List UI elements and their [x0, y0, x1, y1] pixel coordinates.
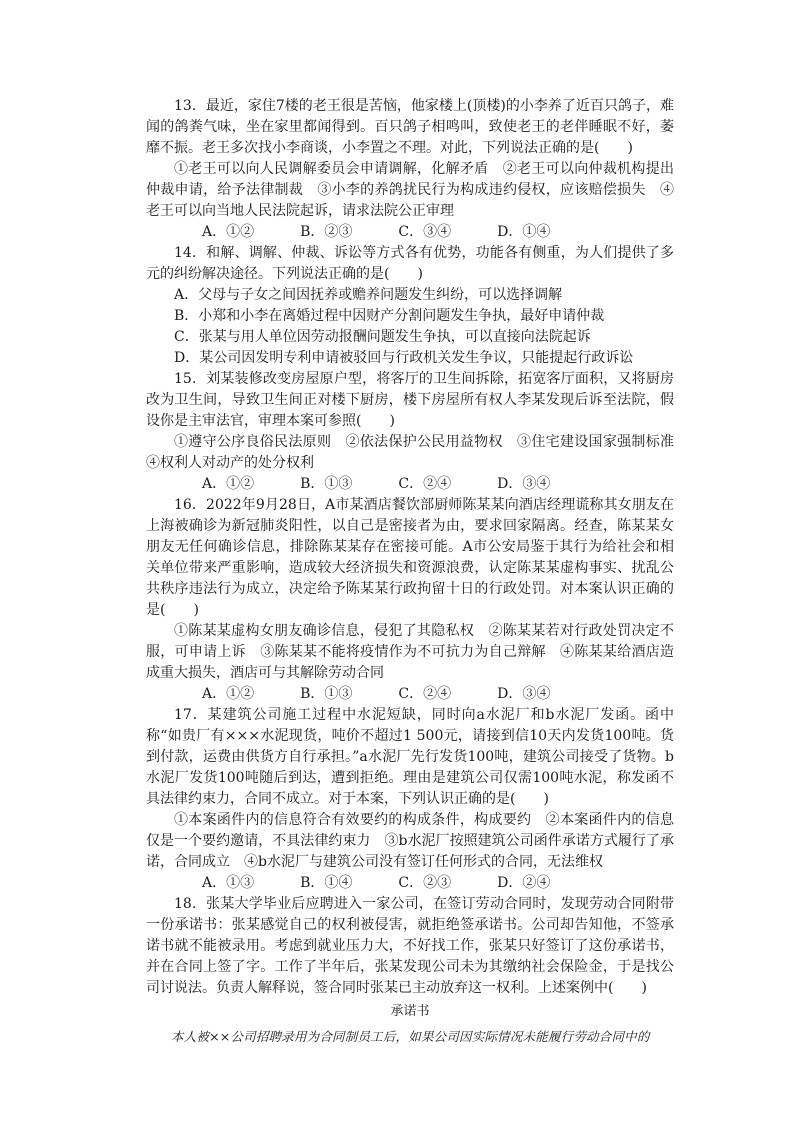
question-15-stem: 15．刘某装修改变房屋原户型，将客厅的卫生间拆除，拓宽客厅面积，又将厨房改为卫生间，导致卫生间正对楼下厨房，楼下房屋所有权人李某发现后诉至法院，假设你是主审法官，审理本案可参照( ): [146, 371, 674, 429]
q16-option-d: D．③④: [497, 686, 551, 702]
question-17-statements: ①本案函件内的信息符合有效要约的构成条件，构成要约 ②本案函件内的信息仅是一个要约邀请，不具法律约束力 ③b水泥厂按照建筑公司函件承诺方式履行了承诺，合同成立 ④b水泥厂与建筑公司没有签订任何形式的合同，无法维权: [146, 812, 674, 870]
question-18-stem: 18．张某大学毕业后应聘进入一家公司，在签订劳动合同时，发现劳动合同附带一份承诺书：张某感觉自己的权利被侵害，就拒绝签承诺书。公司却告知他，不签承诺书就不能被录用。考虑到就业压力大，不好找工作，张某只好签订了这份承诺书，并在合同上签了字。工作了半年后，张某发现公司未为其缴纳社会保险金，于是找公司讨说法。负责人解释说，签合同时张某已主动放弃这一权利。上述案例中( ): [146, 896, 674, 996]
question-16-stem: 16．2022年9月28日，A市某酒店餐饮部厨师陈某某向酒店经理谎称其女朋友在上海被确诊为新冠肺炎阳性，以自己是密接者为由，要求回家隔离。经查，陈某某女朋友无任何确诊信息，排除陈某某存在密接可能。A市公安局鉴于其行为给社会和相关单位带来严重影响，造成较大经济损失和资源浪费，认定陈某某虚构事实、扰乱公共秩序违法行为成立，决定给予陈某某行政拘留十日的行政处罚。对本案认识正确的是( ): [146, 497, 674, 618]
q17-option-d: D．②④: [497, 875, 551, 891]
q13-option-a: A．①②: [202, 224, 255, 240]
question-17-stem: 17．某建筑公司施工过程中水泥短缺，同时向a水泥厂和b水泥厂发函。函中称“如贵厂有×××水泥现货，吨价不超过1 500元，请接到信10天内发货100吨。货到付款，运费由供货方自行承担。”a水泥厂先行发货100吨，建筑公司接受了货物。b水泥厂发货100吨随后到达，遭到拒绝。理由是建筑公司仅需100吨水泥，称发函不具法律约束力，合同不成立。对于本案，下列认识正确的是( ): [146, 707, 674, 807]
q14-option-d: D．某公司因发明专利申请被驳回与行政机关发生争议，只能提起行政诉讼: [174, 350, 634, 366]
q15-option-b: B．①③: [300, 476, 353, 492]
question-13-options: [146, 222, 674, 243]
q16-option-a: A．①②: [202, 686, 255, 702]
q16-option-b: B．①③: [300, 686, 353, 702]
q13-option-c: C．③④: [398, 224, 452, 240]
q14-option-c: C．张某与用人单位因劳动报酬问题发生争执，可以直接向法院起诉: [174, 329, 591, 345]
q17-option-c: C．②③: [398, 875, 452, 891]
question-15-statements: ①遵守公序良俗民法原则 ②依法保护公民用益物权 ③住宅建设国家强制标准 ④权利人对动产的处分权利: [146, 434, 688, 471]
document-content: [146, 96, 688, 1047]
question-16-statements: ①陈某某虚构女朋友确诊信息，侵犯了其隐私权 ②陈某某若对行政处罚决定不服，可申请上诉 ③陈某某不能将疫情作为不可抗力为自己辩解 ④陈某某给酒店造成重大损失，酒店可与其解除劳动合同: [146, 623, 674, 681]
q15-option-c: C．②④: [398, 476, 452, 492]
q15-option-d: D．③④: [497, 476, 551, 492]
question-14-stem: 14．和解、调解、仲裁、诉讼等方式各有优势，功能各有侧重，为人们提供了多元的纠纷解决途径。下列说法正确的是( ): [146, 245, 674, 282]
q17-option-a: A．①③: [202, 875, 255, 891]
question-13-statements: ①老王可以向人民调解委员会申请调解，化解矛盾 ②老王可以向仲裁机构提出仲裁申请，给予法律制裁 ③小李的养鸽扰民行为构成违约侵权，应该赔偿损失 ④老王可以向当地人民法院起诉，请求法院公正审理: [146, 161, 674, 219]
letter-title: 承诺书: [390, 1004, 430, 1019]
q13-option-b: B．②③: [300, 224, 353, 240]
q16-option-c: C．②④: [398, 686, 452, 702]
question-15-options: [146, 474, 674, 495]
q14-option-a: A．父母与子女之间因抚养或赡养问题发生纠纷，可以选择调解: [174, 287, 563, 303]
question-17-options: [146, 873, 674, 894]
letter-body: 本人被××公司招聘录用为合同制员工后，如果公司因实际情况未能履行劳动合同中的: [171, 1029, 650, 1044]
q15-option-a: A．①②: [202, 476, 255, 492]
q17-option-b: B．①④: [300, 875, 353, 891]
q13-option-d: D．①④: [497, 224, 551, 240]
question-13-stem: 13．最近，家住7楼的老王很是苦恼，他家楼上(顶楼)的小李养了近百只鸽子，难闻的鸽粪气味，坐在家里都闻得到。百只鸽子相鸣叫，致使老王的老伴睡眠不好，萎靡不振。老王多次找小李商谈，小李置之不理。对此，下列说法正确的是( ): [146, 98, 674, 156]
q14-option-b: B．小郑和小李在离婚过程中因财产分割问题发生争执，最好申请仲裁: [174, 308, 605, 324]
question-16-options: [146, 684, 674, 705]
